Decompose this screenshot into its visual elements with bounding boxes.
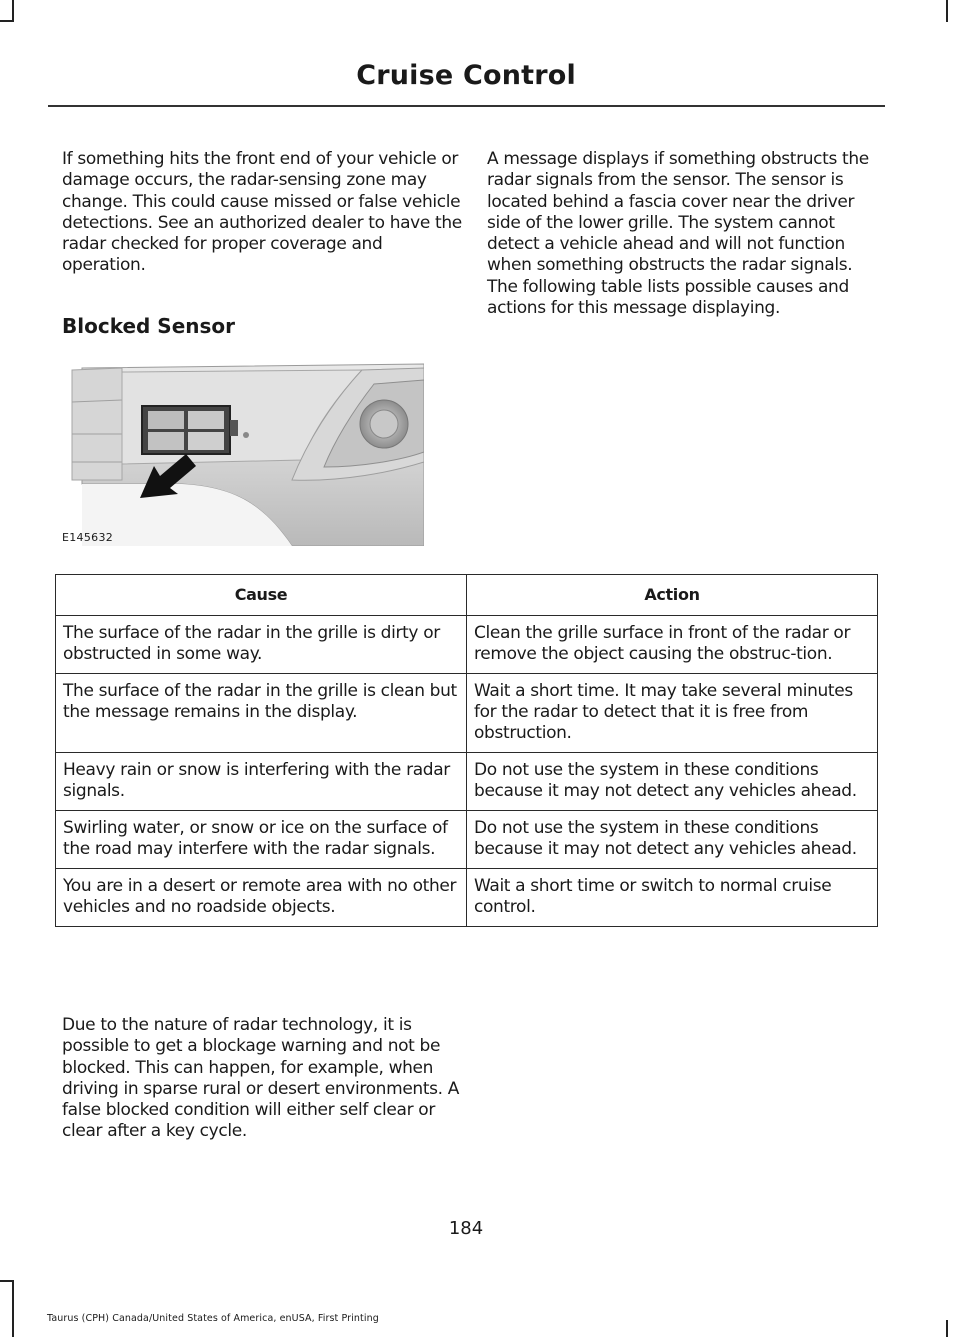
crop-mark-top-left-v	[12, 0, 14, 22]
column-header-action: Action	[467, 575, 878, 616]
table-row	[56, 674, 878, 753]
header-divider	[48, 105, 885, 107]
table-row	[56, 753, 878, 811]
blocked-sensor-paragraph: A message displays if something obstructs the radar signals from the sensor. The sensor is located behind a fascia cover near the driver side of the lower grille. The system cannot detect a vehicle ahead and will not function when something obstructs the radar signals. The following table lists possible causes and actions for this message displaying.	[487, 149, 869, 319]
action-cell: Clean the grille surface in front of the radar or remove the object causing the obstruc-tion.	[467, 616, 878, 674]
table-row	[56, 616, 878, 674]
table-row	[56, 869, 878, 927]
cause-cell: You are in a desert or remote area with no other vehicles and no roadside objects.	[56, 869, 467, 927]
column-header-cause: Cause	[56, 575, 467, 616]
table-row	[56, 811, 878, 869]
cause-cell: The surface of the radar in the grille is clean but the message remains in the display.	[56, 674, 467, 753]
intro-paragraph: If something hits the front end of your vehicle or damage occurs, the radar-sensing zone may change. This could cause missed or false vehicle detections. See an authorized dealer to have the radar checked for proper coverage and operation.	[62, 149, 462, 276]
cause-cell: Heavy rain or snow is interfering with the radar signals.	[56, 753, 467, 811]
radar-sensor-illustration	[62, 362, 424, 546]
action-cell: Do not use the system in these conditions because it may not detect any vehicles ahead.	[467, 811, 878, 869]
footer-printing-info: Taurus (CPH) Canada/United States of America, enUSA, First Printing	[47, 1313, 379, 1324]
table-header-row	[56, 575, 878, 616]
causes-actions-table	[55, 574, 878, 927]
crop-mark-bottom-left-v	[12, 1280, 14, 1337]
action-cell: Do not use the system in these conditions because it may not detect any vehicles ahead.	[467, 753, 878, 811]
figure-code: E145632	[62, 531, 114, 544]
cause-cell: Swirling water, or snow or ice on the surface of the road may interfere with the radar signals.	[56, 811, 467, 869]
crop-mark-top-left-h	[0, 20, 14, 22]
page-title: Cruise Control	[356, 60, 576, 91]
crop-mark-bottom-left-h	[0, 1280, 14, 1282]
false-blockage-paragraph: Due to the nature of radar technology, it is possible to get a blockage warning and not be blocked. This can happen, for example, when driving in sparse rural or desert environments. A false blocked condition will either self clear or clear after a key cycle.	[62, 1015, 460, 1142]
section-heading: Blocked Sensor	[62, 314, 236, 338]
action-cell: Wait a short time. It may take several minutes for the radar to detect that it is free from obstruction.	[467, 674, 878, 753]
crop-mark-top-right	[946, 0, 948, 22]
crop-mark-bottom-right	[946, 1320, 948, 1337]
action-cell: Wait a short time or switch to normal cruise control.	[467, 869, 878, 927]
cause-cell: The surface of the radar in the grille is dirty or obstructed in some way.	[56, 616, 467, 674]
page-number: 184	[448, 1218, 484, 1239]
